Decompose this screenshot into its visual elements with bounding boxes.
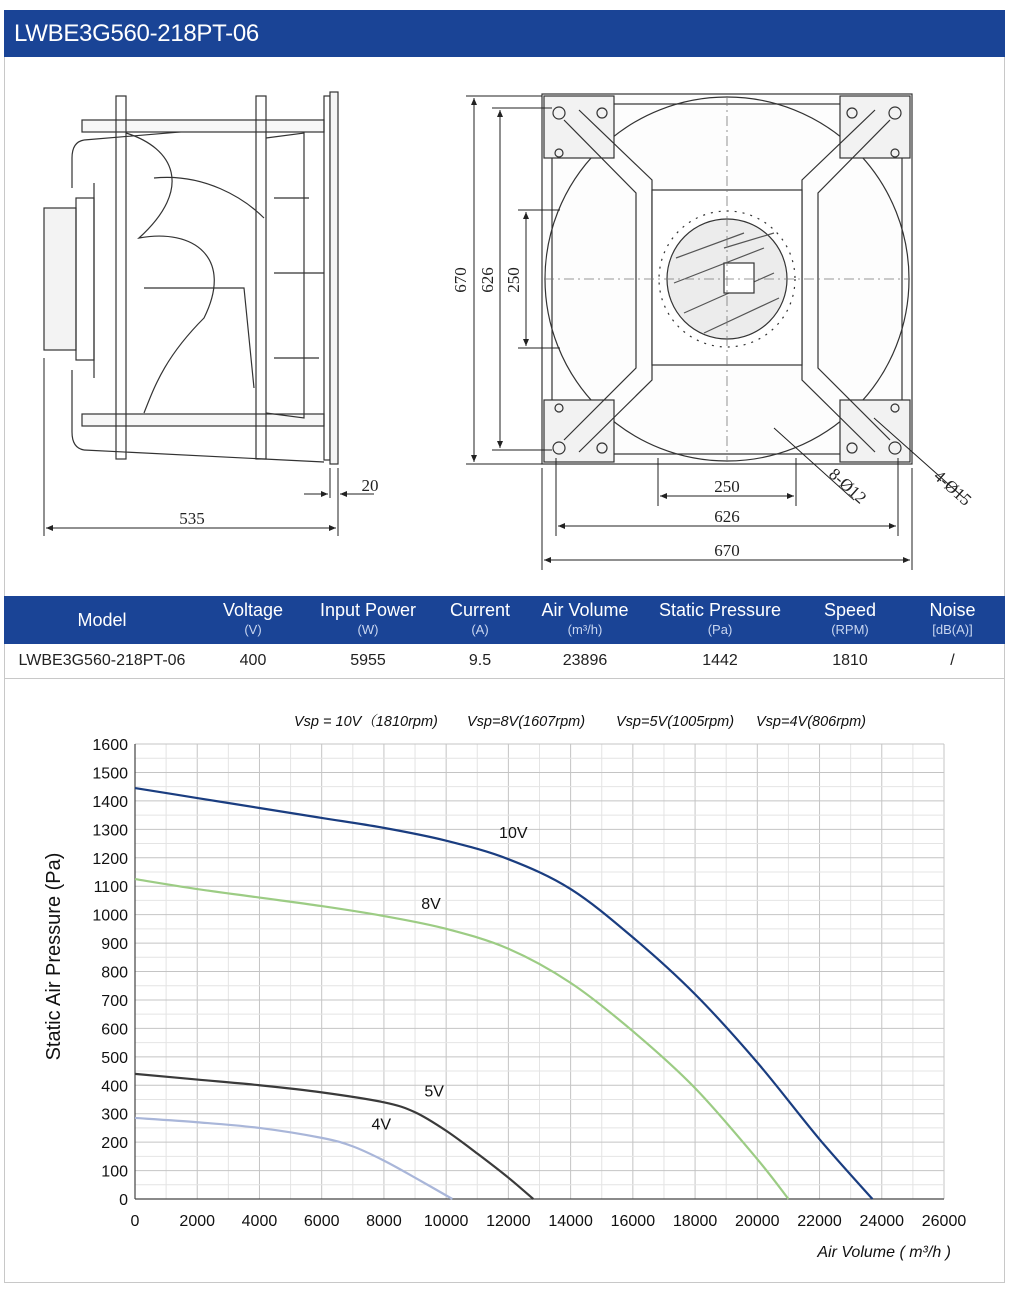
cell-model: LWBE3G560-218PT-06 (18, 652, 186, 669)
header-static-pressure: Static Pressure (Pa) (658, 600, 782, 637)
series-line-5V (135, 1074, 533, 1199)
cell-static-pressure: 1442 (702, 652, 738, 669)
header-voltage: Voltage (V) (222, 600, 284, 637)
y-tick-label: 1400 (92, 793, 128, 811)
header-noise: Noise [dB(A)] (929, 600, 976, 637)
header-input-power: Input Power (W) (319, 600, 417, 637)
cell-noise: / (950, 652, 955, 669)
y-axis-title: Static Air Pressure (Pa) (43, 852, 65, 1061)
x-tick-label: 4000 (241, 1213, 278, 1230)
header-current: Current (A) (449, 600, 511, 637)
x-axis-title: Air Volume ( m³/h ) (817, 1244, 951, 1261)
chart-series (135, 788, 872, 1199)
y-tick-label: 500 (101, 1049, 128, 1067)
x-tick-label: 8000 (366, 1213, 402, 1230)
cell-air-volume: 23896 (562, 652, 608, 669)
title-bar (4, 10, 1005, 57)
dim-front-width-mid: 626 (714, 507, 740, 526)
performance-chart (4, 700, 1005, 1280)
x-tick-label: 10000 (423, 1213, 469, 1230)
spec-table-row (4, 646, 1005, 679)
dim-front-height-inner: 250 (504, 267, 523, 293)
side-view (44, 92, 338, 464)
x-tick-label: 16000 (610, 1213, 656, 1230)
y-tick-label: 800 (101, 964, 128, 982)
dimension-drawing (4, 58, 1005, 596)
x-tick-label: 22000 (797, 1213, 842, 1230)
y-tick-label: 900 (101, 936, 128, 954)
legend-entry: Vsp = 10V（1810rpm) (294, 714, 438, 730)
y-tick-label: 0 (119, 1192, 128, 1209)
dim-front-height-outer: 670 (451, 267, 470, 293)
legend-entry: Vsp=5V(1005rpm) (616, 714, 735, 730)
y-tick-label: 1200 (92, 850, 128, 868)
spec-table-header (4, 596, 1005, 644)
x-tick-label: 6000 (303, 1213, 340, 1230)
legend-entry: Vsp=4V(806rpm) (756, 714, 867, 730)
cell-speed: 1810 (832, 652, 868, 669)
y-tick-label: 1100 (93, 879, 128, 897)
y-tick-label: 600 (101, 1021, 128, 1039)
curve-label: 8V (421, 895, 441, 913)
dim-side-flange: 20 (361, 476, 379, 495)
dim-side-length: 535 (179, 509, 205, 528)
series-line-8V (135, 879, 788, 1199)
x-tick-label: 12000 (486, 1213, 531, 1230)
y-tick-label: 200 (101, 1135, 128, 1153)
dim-front-width-inner: 250 (714, 477, 740, 496)
series-line-4V (135, 1118, 452, 1199)
legend-entry: Vsp=8V(1607rpm) (467, 714, 586, 730)
y-tick-label: 1000 (92, 907, 128, 925)
cell-current: 9.5 (468, 652, 492, 669)
header-model: Model (77, 610, 127, 630)
x-tick-label: 2000 (179, 1213, 216, 1230)
x-tick-label: 20000 (735, 1213, 780, 1230)
dim-hole-small: 8-Ø12 (825, 464, 871, 508)
cell-voltage: 400 (239, 652, 267, 669)
series-line-10V (135, 788, 872, 1199)
y-tick-label: 100 (101, 1163, 128, 1181)
curve-label: 4V (371, 1116, 392, 1134)
x-tick-label: 24000 (859, 1213, 905, 1230)
y-tick-label: 400 (101, 1078, 128, 1096)
y-tick-label: 700 (101, 992, 128, 1010)
cell-input-power: 5955 (350, 652, 386, 669)
y-tick-label: 1600 (92, 737, 128, 754)
x-tick-label: 26000 (921, 1213, 967, 1230)
x-tick-label: 14000 (548, 1213, 593, 1230)
y-tick-label: 300 (101, 1106, 128, 1124)
dim-hole-large: 4-Ø15 (930, 466, 976, 510)
dim-front-height-mid: 626 (478, 267, 497, 293)
page-title: LWBE3G560-218PT-06 (14, 20, 259, 47)
header-air-volume: Air Volume (m³/h) (541, 600, 629, 637)
x-tick-label: 0 (130, 1213, 140, 1230)
header-speed: Speed (RPM) (823, 600, 877, 637)
curve-label: 5V (424, 1083, 444, 1101)
y-tick-label: 1300 (92, 822, 128, 840)
dim-front-width-outer: 670 (714, 541, 740, 560)
y-tick-label: 1500 (92, 765, 128, 783)
curve-label: 10V (499, 824, 528, 842)
x-tick-label: 18000 (672, 1213, 718, 1230)
chart-grid (135, 744, 944, 1199)
